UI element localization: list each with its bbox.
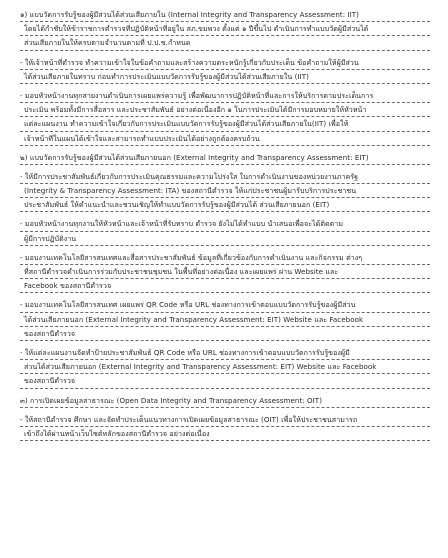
text-line: ผู้มีการปฏิบัติงาน	[20, 232, 430, 246]
paragraph	[20, 251, 430, 294]
text-line: ๑) แบบวัดการรับรู้ของผู้มีส่วนได้ส่วนเสียภายใน (Internal Integrity and Transparency Assessment: IIT)	[20, 8, 430, 22]
text-line: ของสถานีตำรวจ	[20, 327, 430, 341]
text-line: ส่วนได้ส่วนเสียภายนอก (External Integrity and Transparency Assessment: EIT) Website และ Facebook	[20, 360, 430, 374]
paragraph	[20, 413, 430, 441]
text-line: - ให้สถานีตำรวจ ศึกษา และจัดทำประเด็นแนวทางการเปิดเผยข้อมูลสาธารณะ (OIT) เพื่อให้ประชาชนสามารถ	[20, 413, 430, 427]
text-line: Facebook ของสถานีตำรวจ	[20, 279, 430, 293]
text-line: ประชาสัมพันธ์ ให้คำแนะนำและชวนเชิญให้ทำแบบวัดการรับรู้ของผู้มีส่วนได้ ส่วนเสียภายนอก (EIT)	[20, 198, 430, 212]
text-line: ๒) แบบวัดการรับรู้ของผู้มีส่วนได้ส่วนเสียภายนอก (External Integrity and Transparency Assessment: EIT)	[20, 151, 430, 165]
text-line: ได้ส่วนเสียภายนอก (External Integrity and Transparency Assessment: EIT) Website และ Facebook	[20, 313, 430, 327]
paragraph	[20, 298, 430, 341]
text-line: โดยได้กำชับให้ข้าราชการตำรวจที่ปฏิบัติหน้าที่อยู่ใน สภ.ขมพวง ตั้งแต่ ๑ ปีขึ้นไป ดำเนินการทำแบบวัดผู้มีส่วนได้	[20, 22, 430, 36]
text-line: - มอบงานเทคโนโลยีสารสนเทศและสื่อสารประชาสัมพันธ์ ข้อมูลที่เกี่ยวข้องกับการดำเนินงาน และกิจกรรม ต่างๆ	[20, 251, 430, 265]
text-line: (Integrity & Transparency Assessment: ITA) ของสถานีตำรวจ ให้แก่ประชาชนผู้มารับบริการประชาชน	[20, 184, 430, 198]
text-line: - ให้แต่ละแผนงานจัดทำป้ายประชาสัมพันธ์ QR Code หรือ URL ช่องทางการเข้าตอบแบบวัดการรับรู้ของผู้มี	[20, 346, 430, 360]
paragraph	[20, 170, 430, 213]
paragraph	[20, 89, 430, 146]
paragraph	[20, 8, 430, 51]
text-line: ประเมิน พร้อมทั้งมีการสื่อสาร และประชาสัมพันธ์ อย่างต่อเนื่องอีก ๑ ในการประเมินได้มีการมอบหมายให้หัวหน้า	[20, 103, 430, 117]
text-line: เข้าถึงได้ผ่านหน้าเว็บไซต์หลักของสถานีตำรวจ อย่างต่อเนื่อง	[20, 427, 430, 441]
text-line: ๓) การเปิดเผยข้อมูลสาธารณะ (Open Data Integrity and Transparency Assessment: OIT)	[20, 394, 430, 408]
text-line: - ให้เจ้าหน้าที่ตำรวจ ทำความเข้าใจในข้อคำถามและสร้างความตระหนักรู้เกี่ยวกับประเด็น ข้อคำถามให้ผู้มีส่วน	[20, 56, 430, 70]
text-line: - มอบหัวหน้างานทุกงานให้หัวหน้าและเจ้าหน้าที่รับทราบ ตำรวจ ยังไม่ได้ทำแบบ นำเสนอเพื่อจะได้ติดตาม	[20, 217, 430, 231]
text-line: แต่ละแผนงาน ทำความเข้าใจเกี่ยวกับการประเมินแบบวัดการรับรู้ของผู้มีส่วนได้ส่วนเสียภายใน(IIT) เพื่อให้	[20, 117, 430, 131]
text-line: - มอบหัวหน้างานทุกสายงานดำเนินการเผยแพร่ความรู้ เพื่อพัฒนาการปฏิบัติหน้าที่และการให้บริการตามประเด็นการ	[20, 89, 430, 103]
text-line: เจ้าหน้าที่ในแผนได้เข้าใจและสามารถทำแบบประเมินได้อย่างถูกต้องครบถ้วน	[20, 132, 430, 146]
text-line: ส่วนเสียภายในให้ครบตามจำนวนตามที่ ป.ป.ช.กำหนด	[20, 36, 430, 50]
text-line: ที่สถานีตำรวจดำเนินการร่วมกับประชาชนชุมชน ในพื้นที่อย่างต่อเนื่อง และเผยแพร่ ผ่าน Website และ	[20, 265, 430, 279]
paragraph	[20, 346, 430, 389]
text-line: - มอบงานเทคโนโลยีสารสนเทศ เผยแพร่ QR Code หรือ URL ช่องทางการเข้าตอบแบบวัดการรับรู้ของผู้มีส่วน	[20, 298, 430, 312]
paragraph	[20, 217, 430, 245]
text-line: ได้ส่วนเสียภายในทราบ ก่อนทำการประเมินแบบวัดการรับรู้ของผู้มีส่วนได้ส่วนเสียภายใน (IIT)	[20, 70, 430, 84]
text-line: - ให้มีการประชาสัมพันธ์เกี่ยวกับการประเมินคุณธรรมและความโปร่งใส ในการดำเนินงานของหน่วยงานภาครัฐ	[20, 170, 430, 184]
text-line: ของสถานีตำรวจ	[20, 374, 430, 388]
paragraph	[20, 394, 430, 408]
paragraph	[20, 151, 430, 165]
paragraph	[20, 56, 430, 84]
